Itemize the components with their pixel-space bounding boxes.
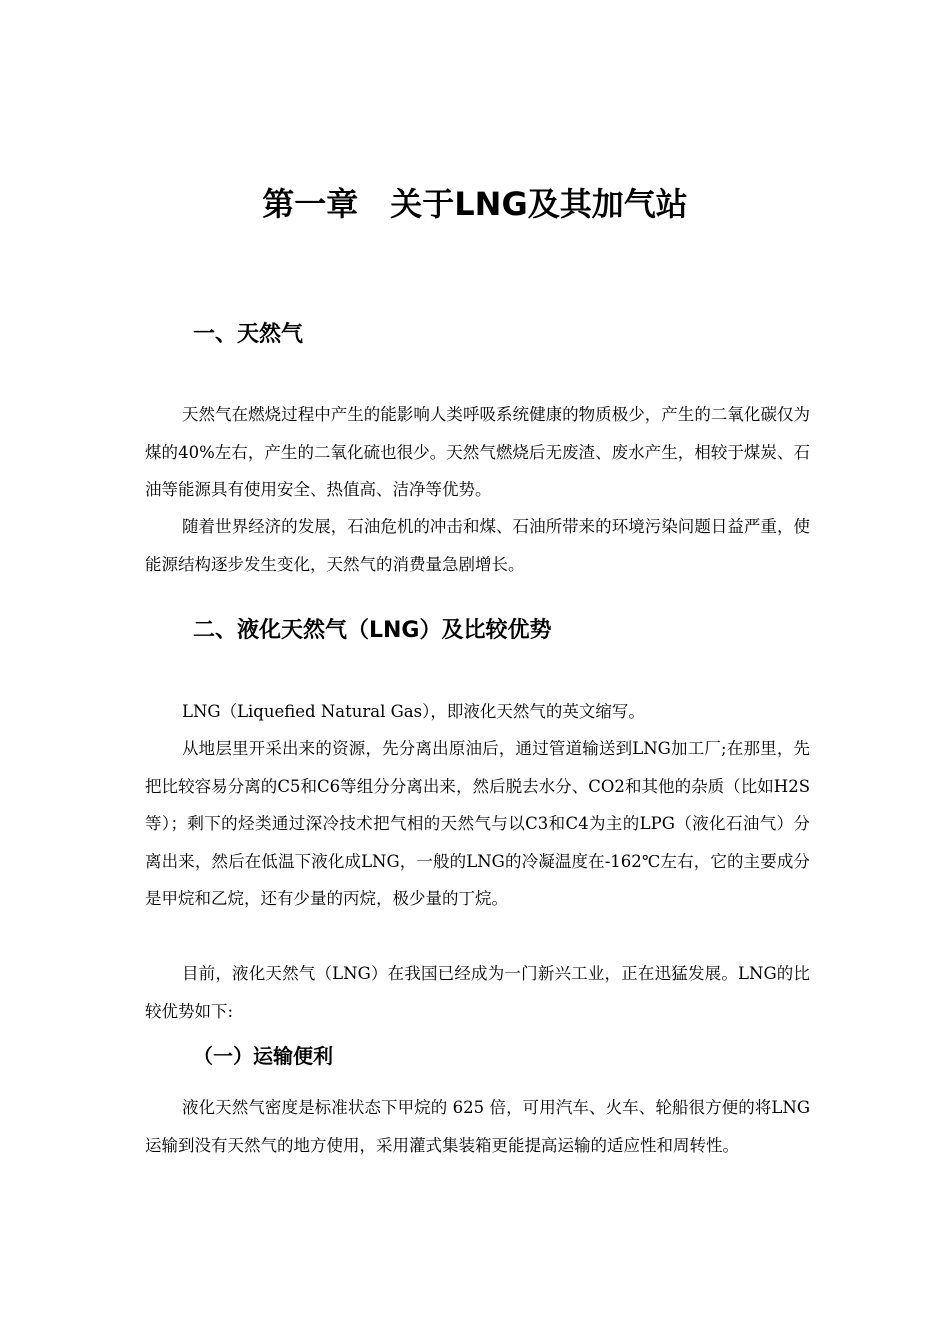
- paragraph: 目前，液化天然气（LNG）在我国已经成为一门新兴工业，正在迅猛发展。LNG的比较优势如下:: [145, 964, 810, 1021]
- subsection-heading-transport: （一）运输便利: [193, 1044, 333, 1068]
- section-heading-natural-gas: 一、天然气: [193, 322, 304, 347]
- paragraph: 从地层里开采出来的资源，先分离出原油后，通过管道输送到LNG加工厂;在那里，先把比较容易分离的C5和C6等组分分离出来，然后脱去水分、CO2和其他的杂质（比如H2S等）；剩下的烃类通过深冷技术把气相的天然气与以C3和C4为主的LPG（液化石油气）分离出来，然后在低温下液化成LNG，一般的LNG的冷凝温度在-162℃左右，它的主要成分是甲烷和乙烷，还有少量的丙烷，极少量的丁烷。: [145, 739, 810, 908]
- paragraph: 随着世界经济的发展，石油危机的冲击和煤、石油所带来的环境污染问题日益严重，使能源结构逐步发生变化，天然气的消费量急剧增长。: [145, 517, 810, 574]
- chapter-title: 第一章 关于LNG及其加气站: [262, 185, 688, 223]
- section-heading-lng: 二、液化天然气（LNG）及比较优势: [193, 618, 552, 643]
- paragraph: 液化天然气密度是标准状态下甲烷的 625 倍，可用汽车、火车、轮船很方便的将LNG运输到没有天然气的地方使用，采用灌式集装箱更能提高运输的适应性和周转性。: [145, 1098, 810, 1155]
- paragraph: 天然气在燃烧过程中产生的能影响人类呼吸系统健康的物质极少，产生的二氧化碳仅为煤的40%左右，产生的二氧化硫也很少。天然气燃烧后无废渣、废水产生，相较于煤炭、石油等能源具有使用安全、热值高、洁净等优势。: [145, 405, 810, 499]
- paragraph: LNG（Liquefied Natural Gas），即液化天然气的英文缩写。: [182, 702, 645, 721]
